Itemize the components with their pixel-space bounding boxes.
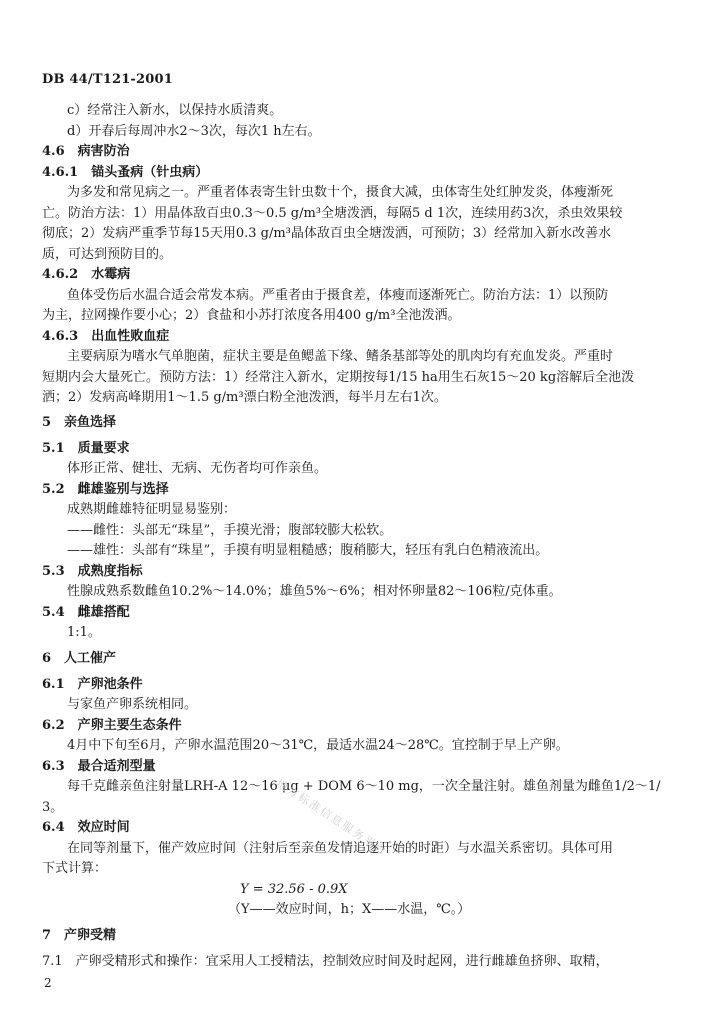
paragraph-line: 成熟期雌雄特征明显易鉴别： (67, 502, 237, 517)
paragraph-line: 与家鱼产卵系统相同。 (67, 697, 198, 712)
paragraph-line: 7.1 产卵受精形式和操作：宜采用人工授精法，控制效应时间及时起网，进行雌雄鱼挤卵、取精， (42, 954, 609, 969)
section-heading: 4.6 病害防治 (42, 144, 130, 159)
paragraph-line: 亡。防治方法：1）用晶体敌百虫0.3～0.5 g/m³全塘泼洒，每隔5 d 1次，连续用药3次，杀虫效果较 (42, 206, 623, 221)
paragraph-line: 为多发和常见病之一。严重者体表寄生针虫数十个，摄食大减，虫体寄生处红肿发炎，体瘦渐死 (67, 185, 614, 200)
paragraph-line: 1:1。 (67, 625, 101, 640)
list-item-c: c）经常注入新水，以保持水质清爽。 (67, 103, 283, 118)
paragraph-line: 3。 (42, 800, 64, 815)
paragraph-line: 下式计算： (42, 861, 108, 876)
section-heading: 6.2 产卵主要生态条件 (42, 718, 182, 733)
section-heading: 6.1 产卵池条件 (42, 677, 143, 692)
paragraph-line: 主要病原为嗜水气单胞菌，症状主要是鱼鳃盖下缘、鳍条基部等处的肌肉均有充血发炎。严重时 (67, 349, 614, 364)
paragraph-line: 体形正常、健壮、无病、无伤者均可作亲鱼。 (67, 461, 328, 476)
chapter-heading: 7 产卵受精 (42, 928, 117, 943)
section-heading: 5.3 成熟度指标 (42, 564, 143, 579)
section-heading: 5.1 质量要求 (42, 441, 130, 456)
formula-legend: （Y——效应时间，h；X——水温，℃。） (228, 902, 471, 917)
section-heading: 6.4 效应时间 (42, 820, 130, 835)
section-heading: 4.6.2 水霉病 (42, 267, 131, 282)
section-heading: 4.6.1 锚头蚤病（针虫病） (42, 165, 209, 180)
standard-number-header: DB 44/T121-2001 (42, 72, 174, 87)
list-item-female: ——雌性：头部无“珠星”，手摸光滑；腹部较膨大松软。 (67, 523, 393, 538)
paragraph-line: 彻底；2）发病严重季节每15天用0.3 g/m³晶体敌百虫全塘泼洒，可预防；3）经常加入新水改善水 (42, 226, 612, 241)
list-item-male: ——雄性：头部有“珠星”，手摸有明显粗糙感；腹稍膨大，轻压有乳白色精液流出。 (67, 543, 549, 558)
paragraph-line: 质，可达到预防目的。 (42, 247, 173, 262)
page-number: 2 (44, 976, 52, 990)
paragraph-line: 鱼体受伤后水温合适会常发本病。严重者由于摄食差，体瘦而逐渐死亡。防治方法：1）以预防 (67, 288, 609, 303)
section-heading: 5.2 雌雄鉴别与选择 (42, 482, 169, 497)
section-heading: 5.4 雌雄搭配 (42, 605, 130, 620)
paragraph-line: 每千克雌亲鱼注射量LRH-A 12～16 μg + DOM 6～10 mg，一次全量注射。雄鱼剂量为雌鱼1/2～1/ (67, 779, 661, 794)
paragraph-line: 为主，拉网操作要小心；2）食盐和小苏打浓度各用400 g/m³全池泼洒。 (42, 308, 461, 323)
paragraph-line: 短期内会大量死亡。预防方法：1）经常注入新水，定期按每1/15 ha用生石灰15～20 kg溶解后全池泼 (42, 370, 635, 385)
section-heading: 6.3 最合适剂型量 (42, 759, 156, 774)
chapter-heading: 6 人工催产 (42, 651, 117, 666)
watermark: 地方标准信息服务平台 (273, 776, 390, 859)
list-item-d: d）开春后每周冲水2～3次，每次1 h左右。 (67, 124, 321, 139)
paragraph-line: 性腺成熟系数雌鱼10.2%～14.0%；雄鱼5%～6%；相对怀卵量82～106粒/克体重。 (67, 584, 562, 599)
paragraph-line: 4月中下旬至6月，产卵水温范围20～31℃，最适水温24～28℃。宜控制于早上产卵。 (67, 738, 569, 753)
paragraph-line: 洒；2）发病高峰期用1～1.5 g/m³漂白粉全池泼洒，每半月左右1次。 (42, 390, 447, 405)
chapter-heading: 5 亲鱼选择 (42, 415, 117, 430)
formula: Y = 32.56 - 0.9X (240, 882, 348, 897)
section-heading: 4.6.3 出血性败血症 (42, 329, 170, 344)
paragraph-line: 在同等剂量下，催产效应时间（注射后至亲鱼发情追逐开始的时距）与水温关系密切。具体可用 (67, 841, 614, 856)
